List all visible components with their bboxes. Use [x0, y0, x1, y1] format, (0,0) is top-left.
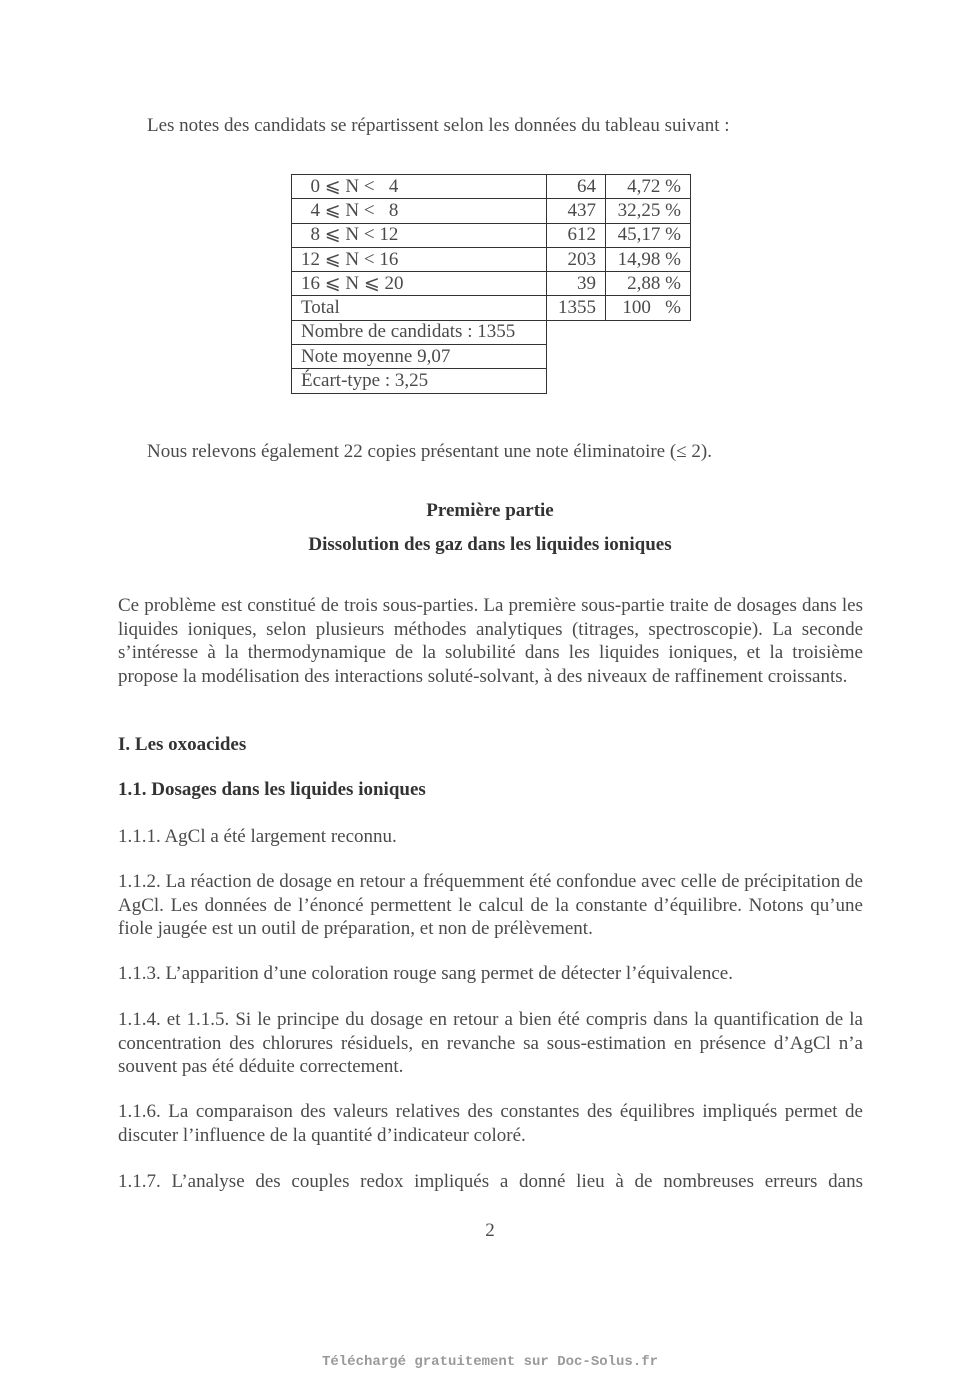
- count-cell: 39: [547, 272, 606, 296]
- count-cell: 203: [547, 247, 606, 271]
- item-1-1-6: 1.1.6. La comparaison des valeurs relatives des constantes des équilibres impliqués permet de discuter l’influence de la quantité d’indicateur coloré.: [118, 1101, 863, 1146]
- count-cell: 437: [547, 199, 606, 223]
- table-row: [292, 272, 691, 296]
- total-label-cell: Total: [292, 296, 547, 320]
- count-cell: 64: [547, 175, 606, 199]
- range-cell: 16 ⩽ N ⩽ 20: [292, 272, 547, 296]
- percent-cell: 14,98 %: [606, 247, 691, 271]
- std-dev-cell: Écart-type : 3,25: [292, 369, 547, 393]
- subsection-heading: 1.1. Dosages dans les liquides ioniques: [118, 779, 426, 800]
- part-title: Première partie: [426, 500, 554, 521]
- table-row: [292, 199, 691, 223]
- range-cell: 4 ⩽ N < 8: [292, 199, 547, 223]
- section-heading: I. Les oxoacides: [118, 734, 247, 755]
- stat-row: [292, 320, 691, 344]
- item-1-1-4-5: 1.1.4. et 1.1.5. Si le principe du dosage en retour a bien été compris dans la quantification de la concentration des chlorures résiduels, en revanche sa sous-estimation en présence d’AgCl n’a souvent pas été déduite correctement.: [118, 1009, 863, 1078]
- table-row: [292, 247, 691, 271]
- item-1-1-7: 1.1.7. L’analyse des couples redox impliqués a donné lieu à de nombreuses erreurs dans: [118, 1171, 863, 1192]
- table-row-total: [292, 296, 691, 320]
- eliminatory-note: Nous relevons également 22 copies présentant une note éliminatoire (≤ 2).: [147, 441, 712, 462]
- stat-row: [292, 369, 691, 393]
- total-count-cell: 1355: [547, 296, 606, 320]
- intro-text: Les notes des candidats se répartissent selon les données du tableau suivant :: [147, 115, 730, 136]
- item-1-1-3: 1.1.3. L’apparition d’une coloration rouge sang permet de détecter l’équivalence.: [118, 963, 733, 984]
- percent-cell: 4,72 %: [606, 175, 691, 199]
- mean-grade-cell: Note moyenne 9,07: [292, 345, 547, 369]
- range-cell: 0 ⩽ N < 4: [292, 175, 547, 199]
- count-cell: 612: [547, 223, 606, 247]
- grades-table: [291, 174, 691, 394]
- table-row: [292, 223, 691, 247]
- table-row: [292, 175, 691, 199]
- range-cell: 8 ⩽ N < 12: [292, 223, 547, 247]
- percent-cell: 45,17 %: [606, 223, 691, 247]
- range-cell: 12 ⩽ N < 16: [292, 247, 547, 271]
- candidate-count-cell: Nombre de candidats : 1355: [292, 320, 547, 344]
- total-percent-cell: 100 %: [606, 296, 691, 320]
- percent-cell: 32,25 %: [606, 199, 691, 223]
- item-1-1-1: 1.1.1. AgCl a été largement reconnu.: [118, 826, 397, 847]
- percent-cell: 2,88 %: [606, 272, 691, 296]
- item-1-1-2: 1.1.2. La réaction de dosage en retour a fréquemment été confondue avec celle de précipitation de AgCl. Les données de l’énoncé permettent le calcul de la constante d’équilibre. Notons qu’une fiole jaugée est un outil de préparation, et non de prélèvement.: [118, 871, 863, 940]
- download-footer: Téléchargé gratuitement sur Doc-Solus.fr: [321, 1354, 659, 1370]
- stat-row: [292, 345, 691, 369]
- page-number: 2: [485, 1220, 495, 1241]
- overview-paragraph: Ce problème est constitué de trois sous-parties. La première sous-partie traite de dosages dans les liquides ioniques, selon plusieurs méthodes analytiques (titrages, spectroscopie). La seconde s’intéresse à la thermodynamique de la solubilité dans les liquides ioniques, et la troisième propose la modélisation des interactions soluté-solvant, à des niveaux de raffinement croissants.: [118, 595, 863, 687]
- part-subtitle: Dissolution des gaz dans les liquides ioniques: [308, 534, 672, 555]
